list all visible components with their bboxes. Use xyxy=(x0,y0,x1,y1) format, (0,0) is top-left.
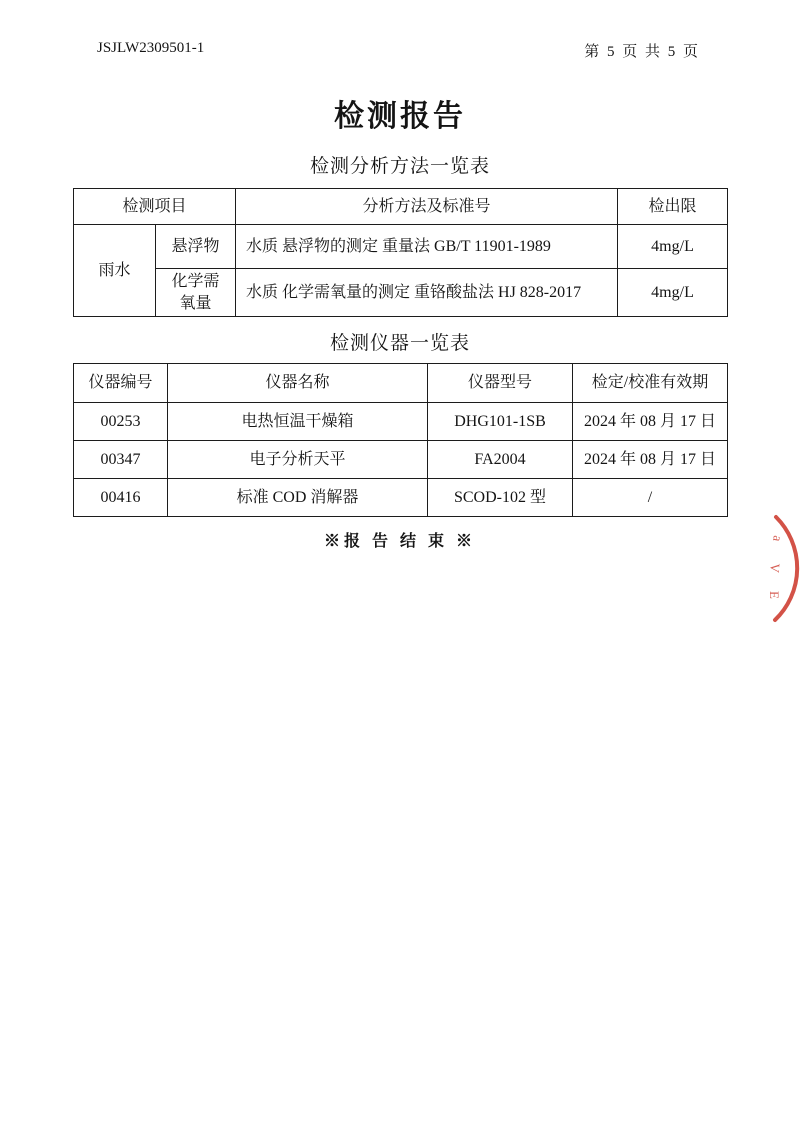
col-header-instrument-model: 仪器型号 xyxy=(428,364,573,403)
sample-type-cell: 雨水 xyxy=(74,225,156,317)
instrument-id-cell: 00253 xyxy=(74,403,168,441)
col-header-method: 分析方法及标准号 xyxy=(236,189,618,225)
seal-glyph: E xyxy=(767,591,782,599)
table-row xyxy=(74,269,728,317)
doc-number: JSJLW2309501-1 xyxy=(97,40,205,56)
page-indicator: 第 5 页 共 5 页 xyxy=(584,44,700,60)
methods-table-caption: 检测分析方法一览表 xyxy=(309,156,490,177)
red-seal-stamp xyxy=(760,505,800,633)
table-row xyxy=(74,403,728,441)
instrument-model-cell: SCOD-102 型 xyxy=(428,479,573,517)
instrument-model-cell: FA2004 xyxy=(428,441,573,479)
item-cell: 悬浮物 xyxy=(156,225,236,269)
col-header-instrument-name: 仪器名称 xyxy=(168,364,428,403)
instrument-model-cell: DHG101-1SB xyxy=(428,403,573,441)
method-cell: 水质 悬浮物的测定 重量法 GB/T 11901-1989 xyxy=(236,225,618,269)
table-row xyxy=(74,441,728,479)
seal-glyph: a xyxy=(770,534,786,543)
method-cell: 水质 化学需氧量的测定 重铬酸盐法 HJ 828-2017 xyxy=(236,269,618,317)
instrument-name-cell: 标准 COD 消解器 xyxy=(168,479,428,517)
table-row xyxy=(74,479,728,517)
limit-cell: 4mg/L xyxy=(618,225,728,269)
item-cell-text: 化学需氧量 xyxy=(171,273,220,312)
table-row xyxy=(74,225,728,269)
instrument-name-cell: 电热恒温干燥箱 xyxy=(168,403,428,441)
report-title: 检测报告 xyxy=(334,100,466,133)
valid-until-cell: / xyxy=(573,479,728,517)
instruments-table xyxy=(73,363,728,517)
seal-glyph: V xyxy=(767,562,783,574)
methods-header-row xyxy=(74,189,728,225)
col-header-instrument-id: 仪器编号 xyxy=(74,364,168,403)
report-end-note: ※报 告 结 束 ※ xyxy=(323,533,476,551)
instrument-id-cell: 00416 xyxy=(74,479,168,517)
valid-until-cell: 2024 年 08 月 17 日 xyxy=(573,403,728,441)
page-header xyxy=(0,0,800,61)
instrument-name-cell: 电子分析天平 xyxy=(168,441,428,479)
col-header-valid-until: 检定/校准有效期 xyxy=(573,364,728,403)
item-cell xyxy=(156,269,236,317)
valid-until-cell: 2024 年 08 月 17 日 xyxy=(573,441,728,479)
instruments-table-caption: 检测仪器一览表 xyxy=(329,333,470,355)
limit-cell: 4mg/L xyxy=(618,269,728,317)
methods-table xyxy=(73,188,728,317)
col-header-detection-limit: 检出限 xyxy=(618,189,728,225)
instrument-id-cell: 00347 xyxy=(74,441,168,479)
content-area xyxy=(73,188,727,317)
content-area-2 xyxy=(73,363,727,517)
instruments-header-row xyxy=(74,364,728,403)
col-header-test-item: 检测项目 xyxy=(74,189,236,225)
